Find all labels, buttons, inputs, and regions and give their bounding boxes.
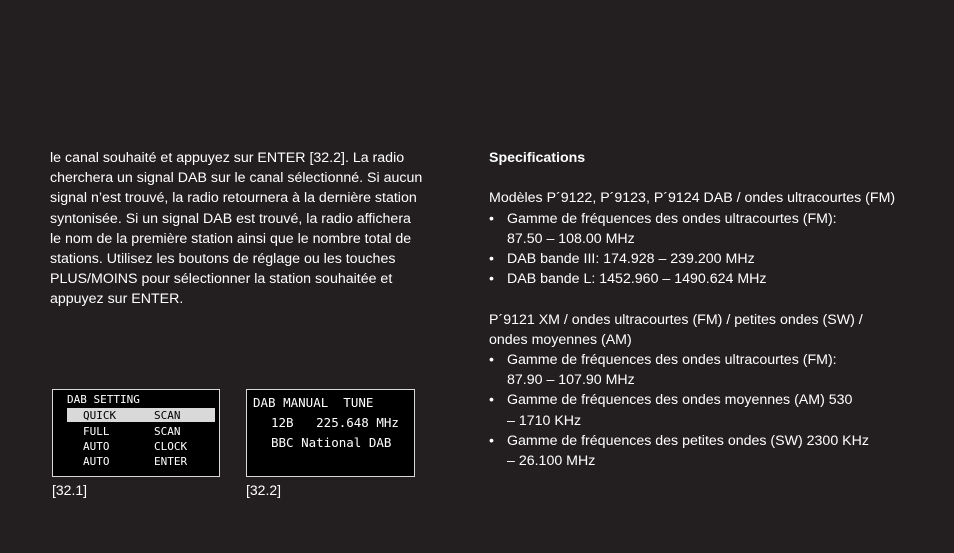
station-name: BBC National DAB (271, 435, 392, 450)
spec-line: DAB bande III: 174.928 – 239.200 MHz (507, 251, 755, 267)
paragraph-line: PLUS/MOINS pour sélectionner la station souhaitée et (50, 271, 393, 288)
bullet: • (489, 392, 494, 409)
group-title-line: P´9121 XM / ondes ultracourtes (FM) / petites ondes (SW) / (489, 311, 863, 328)
specifications-heading: Specifications (489, 150, 586, 166)
dab-setting-display (52, 389, 220, 477)
paragraph-line: le nom de la première station ainsi que le nombre total de (50, 230, 412, 247)
spec-line: – 1710 KHz (507, 412, 582, 429)
spec-line: Gamme de fréquences des petites ondes (SW) 2300 KHz (507, 432, 869, 449)
bullet: • (489, 352, 494, 368)
specifications-section (489, 148, 939, 471)
channel-frequency: 12B 225.648 MHz (271, 415, 399, 430)
model-group-title-xm (489, 310, 939, 350)
instruction-paragraph (50, 148, 470, 310)
list-item (489, 350, 939, 390)
bullet: • (489, 432, 494, 449)
display-header: DAB SETTING (67, 393, 140, 406)
paragraph-line: stations. Utilisez les boutons de réglage ou les touches (50, 251, 396, 268)
list-item (489, 209, 939, 249)
spec-line: – 26.100 MHz (507, 453, 596, 470)
figure-caption-32-1: [32.1] (52, 482, 88, 498)
spec-line: Gamme de fréquences des ondes moyennes (AM) 530 (507, 392, 853, 409)
spec-line: 87.90 – 107.90 MHz (507, 372, 635, 389)
menu-item-auto-clock: AUTO (83, 440, 110, 453)
list-item (489, 390, 939, 430)
spec-line: DAB bande L: 1452.960 – 1490.624 MHz (507, 271, 767, 288)
group-title-line: ondes moyennes (AM) (489, 331, 632, 348)
dab-manual-tune-display (246, 389, 415, 477)
paragraph-line: signal n’est trouvé, la radio retournera à la dernière station (50, 190, 417, 207)
bullet: • (489, 271, 494, 288)
menu-item-full-scan: SCAN (154, 425, 181, 438)
menu-item-quick-scan: SCAN (154, 409, 181, 422)
spec-line: Gamme de fréquences des ondes ultracourtes (FM): (507, 210, 837, 227)
spec-list-dab (489, 209, 939, 290)
paragraph-line: appuyez sur ENTER. (50, 291, 184, 308)
list-item (489, 431, 939, 471)
figure-caption-32-2: [32.2] (246, 482, 282, 498)
list-item (489, 269, 939, 289)
menu-item-auto-enter: AUTO (83, 455, 110, 468)
spec-line: 87.50 – 108.00 MHz (507, 230, 635, 247)
bullet: • (489, 251, 494, 267)
spec-line: Gamme de fréquences des ondes ultracourtes (FM): (507, 352, 837, 368)
paragraph-line: cherchera un signal DAB sur le canal sélectionné. Si aucun (50, 170, 423, 187)
menu-item-clock: CLOCK (154, 440, 188, 453)
paragraph-line: le canal souhaité et appuyez sur ENTER [32.2]. La radio (50, 150, 405, 166)
list-item (489, 249, 939, 269)
display-title: DAB MANUAL TUNE (253, 395, 374, 410)
menu-item-enter: ENTER (154, 455, 188, 468)
paragraph-line: syntonisée. Si un signal DAB est trouvé, la radio affichera (50, 210, 411, 227)
menu-item-quick: QUICK (83, 409, 117, 422)
menu-item-full: FULL (83, 425, 110, 438)
spec-list-xm (489, 350, 939, 471)
model-group-title-dab: Modèles P´9122, P´9123, P´9124 DAB / ondes ultracourtes (FM) (489, 190, 896, 207)
bullet: • (489, 210, 494, 227)
